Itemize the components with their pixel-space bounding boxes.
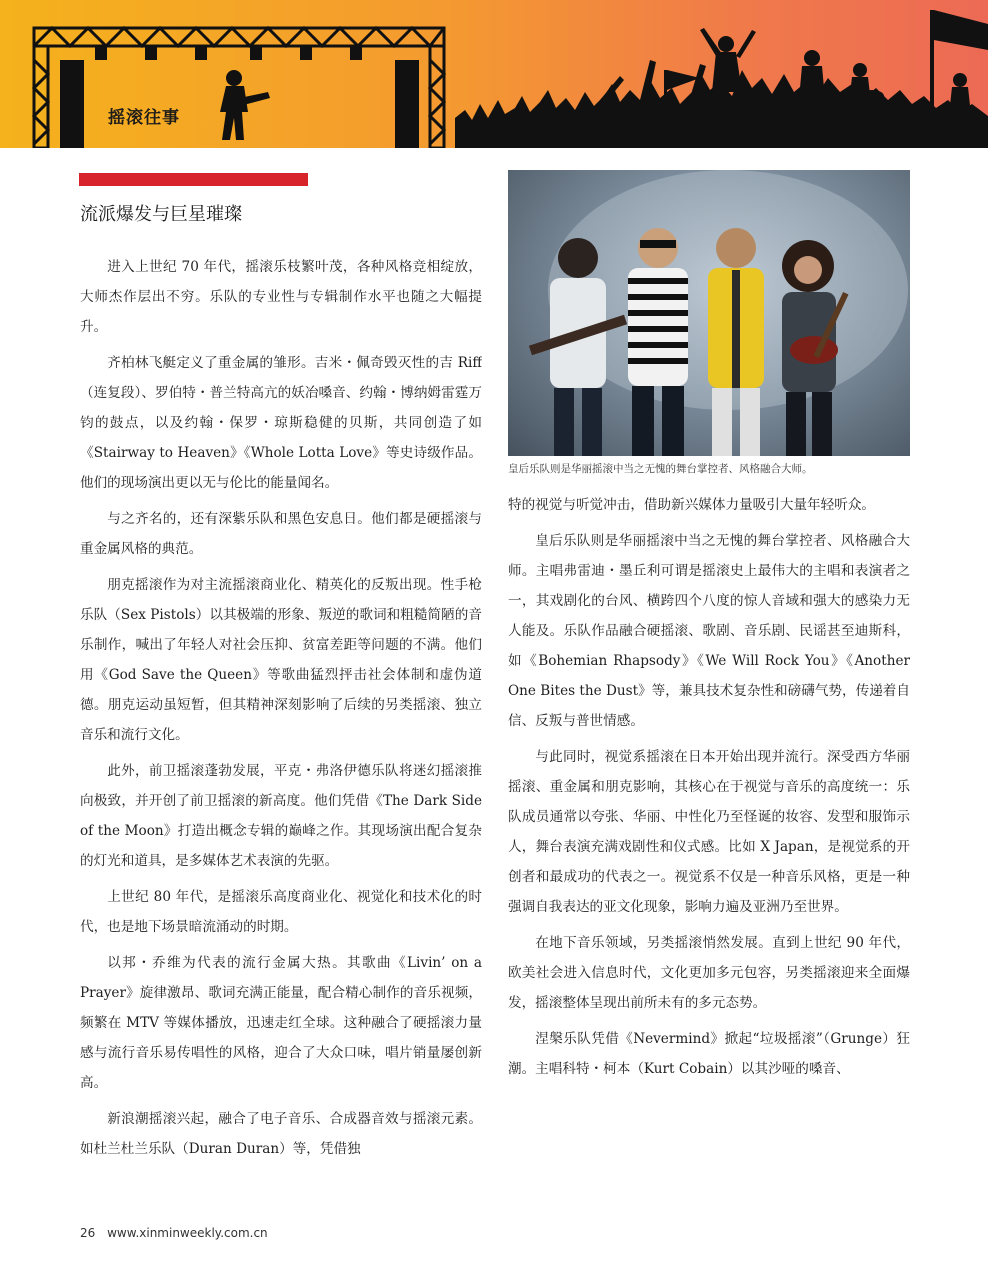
paragraph: 朋克摇滚作为对主流摇滚商业化、精英化的反叛出现。性手枪乐队（Sex Pistols）以其极端的形象、叛逆的歌词和粗糙简陋的音乐制作，喊出了年轻人对社会压抑、贫富差距等问题的不满。他们用《God Save the Queen》等歌曲猛烈抨击社会体制和虚伪道德。朋克运动虽短暂，但其精神深刻影响了后续的另类摇滚、独立音乐和流行文化。: [80, 577, 482, 743]
paragraph: 以邦・乔维为代表的流行金属大热。其歌曲《Livin’ on a Prayer》旋律激昂、歌词充满正能量，配合精心制作的音乐视频，频繁在 MTV 等媒体播放，迅速走红全球。这种融合了硬摇滚力量感与流行音乐易传唱性的风格，迎合了大众口味，唱片销量屡创新高。: [80, 955, 482, 1091]
left-column: [80, 252, 482, 1182]
article-heading: 流派爆发与巨星璀璨: [80, 204, 242, 225]
band-photo-illustration: [508, 170, 910, 456]
page-footer: [80, 1226, 268, 1240]
paragraph: 与之齐名的，还有深紫乐队和黑色安息日。他们都是硬摇滚与重金属风格的典范。: [80, 511, 482, 557]
website-link[interactable]: www.xinminweekly.com.cn: [107, 1226, 268, 1240]
page-number: 26: [80, 1226, 96, 1240]
paragraph: 在地下音乐领域，另类摇滚悄然发展。直到上世纪 90 年代，欧美社会进入信息时代，文化更加多元包容，另类摇滚迎来全面爆发，摇滚整体呈现出前所未有的多元态势。: [508, 935, 910, 1011]
section-label: 摇滚往事: [108, 108, 180, 128]
paragraph: 齐柏林飞艇定义了重金属的雏形。吉米・佩奇毁灭性的吉 Riff（连复段）、罗伯特・普兰特高亢的妖冶嗓音、约翰・博纳姆雷霆万钧的鼓点，以及约翰・保罗・琼斯稳健的贝斯，共同创造了如《Stairway to Heaven》《Whole Lotta Love》等史诗级作品。他们的现场演出更以无与伦比的能量闻名。: [80, 355, 482, 491]
right-column: [508, 490, 910, 1190]
band-photo: [508, 170, 910, 456]
photo-caption: 皇后乐队则是华丽摇滚中当之无愧的舞台掌控者、风格融合大师。: [508, 463, 813, 475]
paragraph: 此外，前卫摇滚蓬勃发展，平克・弗洛伊德乐队将迷幻摇滚推向极致，并开创了前卫摇滚的新高度。他们凭借《The Dark Side of the Moon》打造出概念专辑的巅峰之作。其现场演出配合复杂的灯光和道具，是多媒体艺术表演的先驱。: [80, 763, 482, 869]
paragraph: 皇后乐队则是华丽摇滚中当之无愧的舞台掌控者、风格融合大师。主唱弗雷迪・墨丘利可谓是摇滚史上最伟大的主唱和表演者之一，其戏剧化的台风、横跨四个八度的惊人音域和强大的感染力无人能及。乐队作品融合硬摇滚、歌剧、音乐剧、民谣甚至迪斯科，如《Bohemian Rhapsody》《We Will Rock You》《Another One Bites the Dust》等，兼具技术复杂性和磅礴气势，传递着自信、反叛与普世情感。: [508, 533, 910, 729]
paragraph: 新浪潮摇滚兴起，融合了电子音乐、合成器音效与摇滚元素。如杜兰杜兰乐队（Duran Duran）等，凭借独: [80, 1111, 482, 1157]
paragraph: 上世纪 80 年代，是摇滚乐高度商业化、视觉化和技术化的时代，也是地下场景暗流涌动的时期。: [80, 889, 482, 935]
header-banner: [0, 0, 988, 148]
paragraph: 涅槃乐队凭借《Nevermind》掀起“垃圾摇滚”（Grunge）狂潮。主唱科特・柯本（Kurt Cobain）以其沙哑的嗓音、: [508, 1031, 910, 1077]
paragraph: 与此同时，视觉系摇滚在日本开始出现并流行。深受西方华丽摇滚、重金属和朋克影响，其核心在于视觉与音乐的高度统一：乐队成员通常以夸张、华丽、中性化乃至怪诞的妆容、发型和服饰示人，舞台表演充满戏剧性和仪式感。比如 X Japan，是视觉系的开创者和最成功的代表之一。视觉系不仅是一种音乐风格，更是一种强调自我表达的亚文化现象，影响力遍及亚洲乃至世界。: [508, 749, 910, 915]
paragraph-continuation: 特的视觉与听觉冲击，借助新兴媒体力量吸引大量年轻听众。: [508, 497, 876, 513]
paragraph: 进入上世纪 70 年代，摇滚乐枝繁叶茂，各种风格竞相绽放，大师杰作层出不穷。乐队的专业性与专辑制作水平也随之大幅提升。: [80, 259, 482, 335]
heading-accent-bar: [79, 173, 308, 186]
